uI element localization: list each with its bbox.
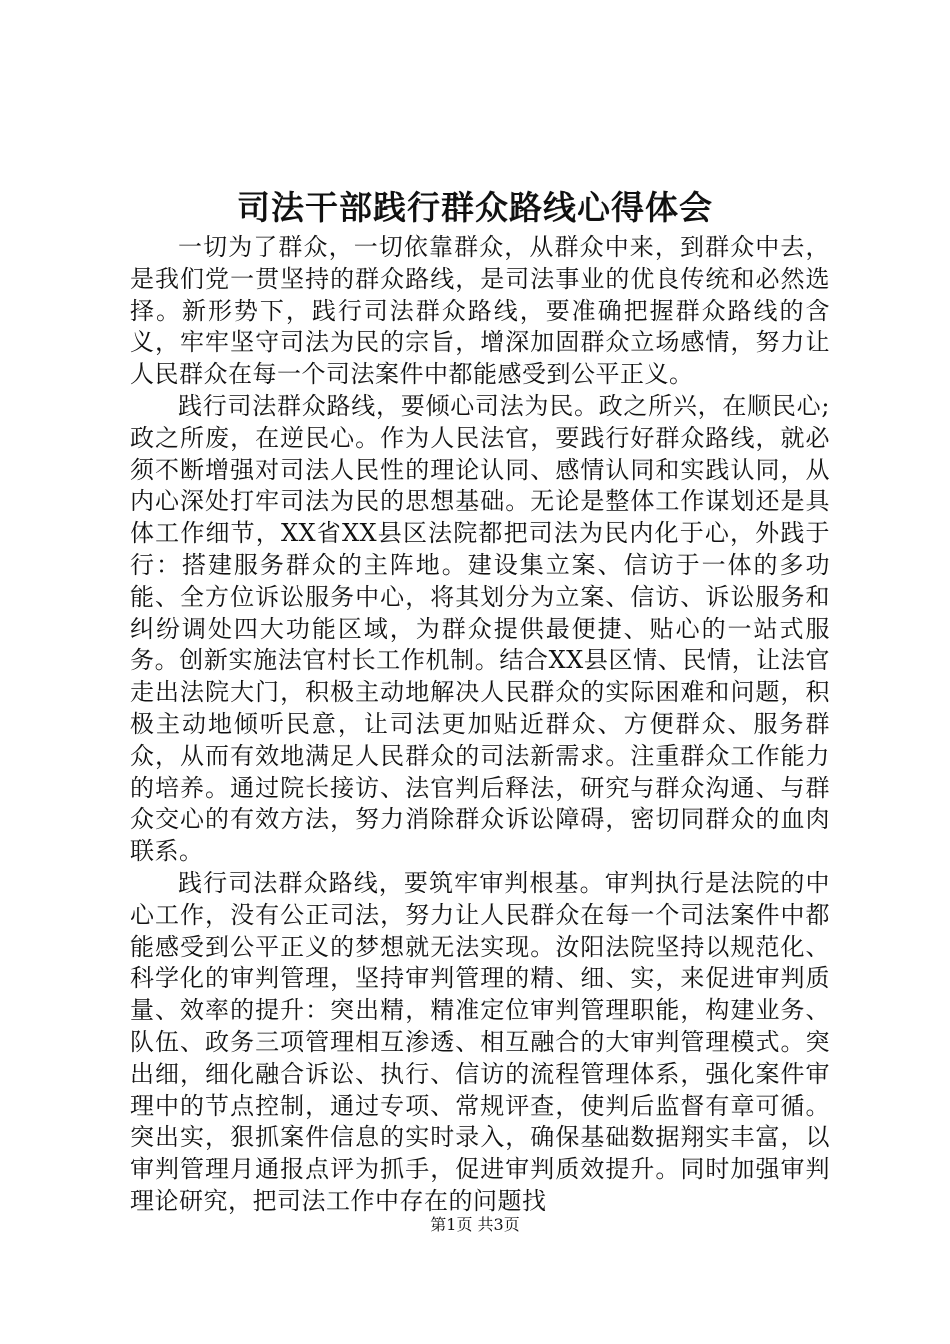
page-footer bbox=[0, 1214, 950, 1236]
paragraph-3: 践行司法群众路线，要筑牢审判根基。审判执行是法院的中心工作，没有公正司法，努力让人民群众在每一个司法案件中都能感受到公平正义的梦想就无法实现。汝阳法院坚持以规范化、科学化的审判管理，坚持审判管理的精、细、实，来促进审判质量、效率的提升：突出精，精准定位审判管理职能，构建业务、队伍、政务三项管理相互渗透、相互融合的大审判管理模式。突出细，细化融合诉讼、执行、信访的流程管理体系，强化案件审理中的节点控制，通过专项、常规评查，使判后监督有章可循。突出实，狠抓案件信息的实时录入，确保基础数据翔实丰富，以审判管理月通报点评为抓手，促进审判质效提升。同时加强审判理论研究，把司法工作中存在的问题找 bbox=[130, 868, 830, 1215]
document-title: 司法干部践行群众路线心得体会 bbox=[237, 188, 713, 227]
page-number: 第1页 共3页 bbox=[430, 1215, 520, 1234]
document-body bbox=[130, 232, 830, 1218]
paragraph-1: 一切为了群众，一切依靠群众，从群众中来，到群众中去，是我们党一贯坚持的群众路线，是司法事业的优良传统和必然选择。新形势下，践行司法群众路线，要准确把握群众路线的含义，牢牢坚守司法为民的宗旨，增深加固群众立场感情，努力让人民群众在每一个司法案件中都能感受到公平正义。 bbox=[130, 233, 830, 389]
paragraph-2: 践行司法群众路线，要倾心司法为民。政之所兴，在顺民心;政之所废，在逆民心。作为人民法官，要践行好群众路线，就必须不断增强对司法人民性的理论认同、感情认同和实践认同，从内心深处打牢司法为民的思想基础。无论是整体工作谋划还是具体工作细节，XX省XX县区法院都把司法为民内化于心，外践于行：搭建服务群众的主阵地。建设集立案、信访于一体的多功能、全方位诉讼服务中心，将其划分为立案、信访、诉讼服务和纠纷调处四大功能区域，为群众提供最便捷、贴心的一站式服务。创新实施法官村长工作机制。结合XX县区情、民情，让法官走出法院大门，积极主动地解决人民群众的实际困难和问题，积极主动地倾听民意，让司法更加贴近群众、方便群众、服务群众，从而有效地满足人民群众的司法新需求。注重群众工作能力的培养。通过院长接访、法官判后释法，研究与群众沟通、与群众交心的有效方法，努力消除群众诉讼障碍，密切同群众的血肉联系。 bbox=[130, 391, 830, 866]
